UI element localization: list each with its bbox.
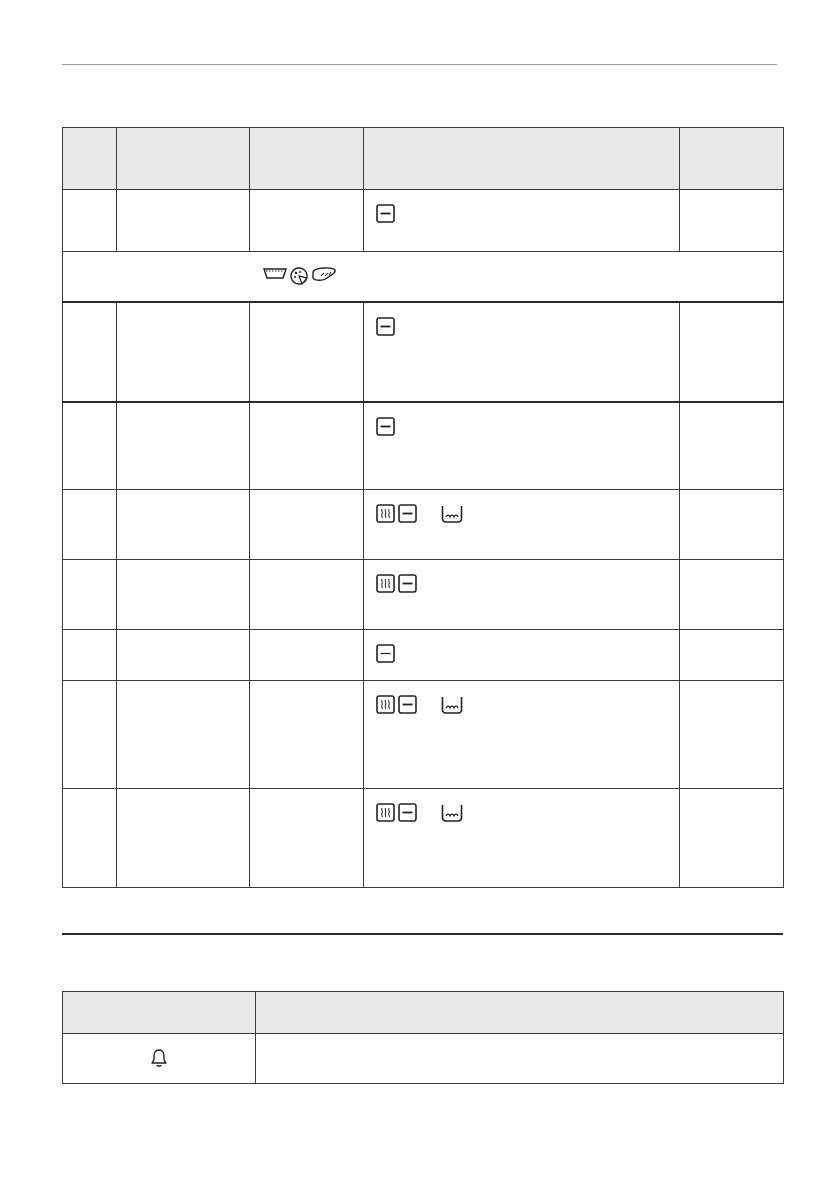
- table-row: [63, 560, 784, 630]
- table-row: [63, 630, 784, 681]
- water-tray-icon: [441, 505, 463, 523]
- top-rule: [62, 64, 777, 65]
- table-row: [63, 681, 784, 789]
- section-divider: [62, 933, 783, 935]
- bread-icon: [311, 266, 337, 282]
- header-cell: [364, 128, 680, 190]
- bell-icon: [149, 1048, 169, 1068]
- header-cell: [250, 128, 364, 190]
- header-cell: [256, 992, 784, 1034]
- header-cell: [63, 992, 256, 1034]
- table-row: [63, 302, 784, 402]
- bottom-heat-icon: [376, 417, 395, 436]
- signal-description: [256, 1034, 784, 1084]
- header-cell: [680, 128, 784, 190]
- table-row: [63, 789, 784, 888]
- bottom-heat-icon: [398, 504, 417, 523]
- bottom-heat-icon: [376, 317, 395, 336]
- table-header-row: [63, 128, 784, 190]
- settings-table: [62, 127, 784, 888]
- header-cell: [63, 128, 117, 190]
- table-row: [63, 1034, 784, 1084]
- table-header-row: [63, 992, 784, 1034]
- steam-icon: [376, 695, 395, 714]
- table-row: [63, 190, 784, 252]
- table-row: [63, 402, 784, 490]
- steam-icon: [376, 574, 395, 593]
- section-row: [63, 252, 784, 302]
- baking-tin-icon: [263, 266, 287, 280]
- steam-icon: [376, 504, 395, 523]
- signal-table: [62, 991, 784, 1084]
- bottom-heat-icon: [376, 204, 395, 223]
- water-tray-icon: [441, 804, 463, 822]
- header-cell: [117, 128, 250, 190]
- steam-icon: [376, 803, 395, 822]
- bottom-heat-icon: [398, 574, 417, 593]
- water-tray-icon: [441, 696, 463, 714]
- pizza-icon: [289, 266, 309, 286]
- table-row: [63, 490, 784, 560]
- bottom-heat-icon: [398, 695, 417, 714]
- bottom-heat-icon: [398, 803, 417, 822]
- bottom-heat-icon: [376, 644, 395, 663]
